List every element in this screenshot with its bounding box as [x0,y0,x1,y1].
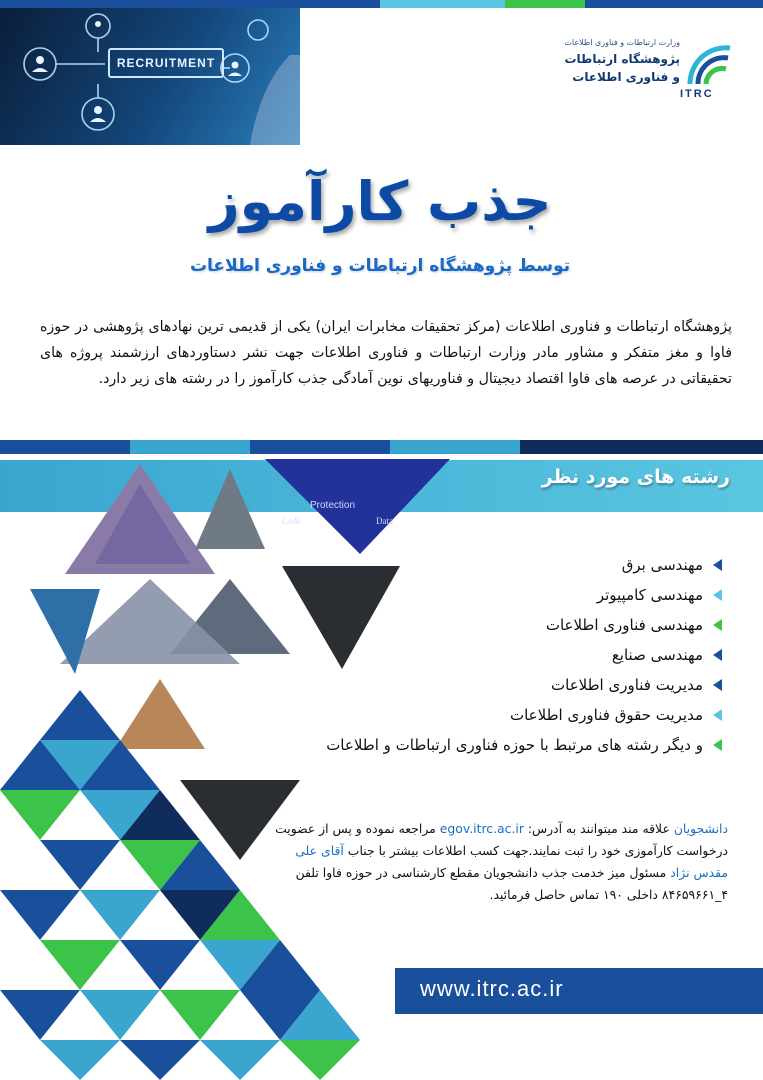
list-item: مهندسی فناوری اطلاعات [210,610,722,640]
list-item: و دیگر رشته های مرتبط با حوزه فناوری ارتباطات و اطلاعات [210,730,722,760]
itrc-logo-icon [684,40,734,88]
bullet-icon [713,679,722,691]
server-room-photo [195,469,265,549]
top-color-bar [0,0,763,8]
intro-paragraph: پژوهشگاه ارتباطات و فناوری اطلاعات (مرکز تحقیقات مخابرات ایران) یکی از قدیمی ترین نهادهای پژوهشی در حوزه فاوا و مغز متفکر و مشاور مادر وزارت ارتباطات و فناوری اطلاعات جهت نشر دستاوردهای ارزشمند پروژه های تحقیقاتی در عرصه های فاوا اقتصاد دیجیتال و فناوریهای نوین آمادگی جذب کارآموز را در رشته های زیر دارد. [40,319,732,387]
list-item: مدیریت فناوری اطلاعات [210,670,722,700]
bullet-icon [713,559,722,571]
contact-person: آقای علی مقدس نژاد [295,843,728,880]
bullet-icon [713,589,722,601]
page-subtitle: توسط پژوهشگاه ارتباطات و فناوری اطلاعات [189,256,571,276]
list-item: مدیریت حقوق فناوری اطلاعات [210,700,722,730]
bullet-icon [713,709,722,721]
ministry-line: وزارت ارتباطات و فناوری اطلاعات [564,38,680,47]
list-item: مهندسی برق [210,550,722,580]
address-link[interactable]: egov.itrc.ac.ir [439,821,524,836]
students-label: دانشجویان [673,821,728,836]
org-name-line-1: پژوهشگاه ارتباطات [564,52,680,66]
org-name-line-2: و فناوری اطلاعات [572,70,680,84]
bullet-icon [713,739,722,751]
list-item: مهندسی کامپیوتر [210,580,722,610]
protection-label: Protection [310,500,356,511]
data-label: Data [376,516,393,526]
fields-list [210,550,722,760]
contact-info [268,818,728,948]
list-item: مهندسی صنایع [210,640,722,670]
bullet-icon [713,649,722,661]
recruitment-label: RECRUITMENT [108,48,224,78]
fields-heading: رشته های مورد نظر [541,466,730,488]
protection-lock-photo [265,459,450,554]
page-title: جذب کارآموز [208,170,552,233]
itrc-abbreviation: ITRC [680,88,714,100]
divider-stripe [0,440,763,454]
itrc-logo-text [540,38,680,86]
bullet-icon [713,619,722,631]
contact-text: دانشجویان علاقه مند میتوانند به آدرس: egov.itrc.ac.ir مراجعه نموده و پس از عضویت درخواست کارآموزی خود را ثبت نمایند.جهت کسب اطلاعات بیشتر با جناب آقای علی مقدس نژاد مسئول میز خدمت جذب دانشجویان مقطع کارشناسی در حوزه فاوا تلفن ۴_۸۴۶۵۹۶۶۱ داخلی ۱۹۰ تماس حاصل فرمائید. [275,821,728,902]
code-label: Code [282,516,301,526]
website-link[interactable]: www.itrc.ac.ir [420,976,564,1001]
